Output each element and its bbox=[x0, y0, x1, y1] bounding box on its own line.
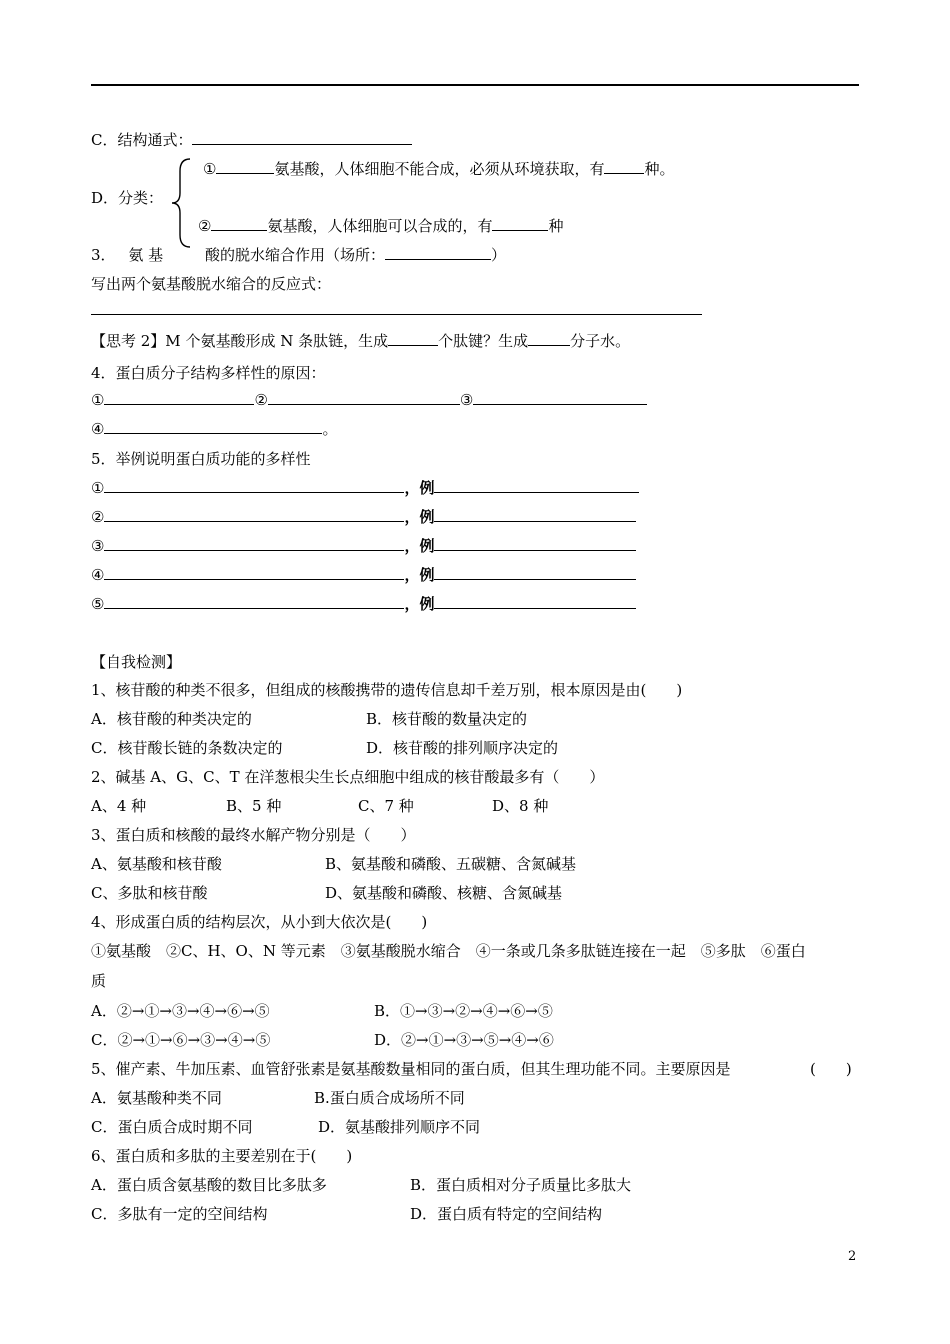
blank[interactable] bbox=[91, 300, 702, 315]
q3-option-d[interactable]: D、氨基酸和磷酸、核糖、含氮碱基 bbox=[325, 884, 563, 902]
item-3-site: 酸的脱水缩合作用（场所： ） bbox=[205, 246, 507, 264]
item-d-nonessential: ② 氨基酸，人体细胞可以合成的，有 种 bbox=[198, 217, 564, 235]
q5-option-a[interactable]: A．氨基酸种类不同 bbox=[91, 1089, 222, 1107]
function-row: ⑤ ，例 bbox=[91, 594, 636, 614]
reaction-line bbox=[91, 300, 702, 320]
q4-option-a[interactable]: A．②→①→③→④→⑥→⑤ bbox=[91, 1002, 270, 1020]
think-2: 【思考 2】M 个氨基酸形成 N 条肽链，生成 个肽键？生成 分子水。 bbox=[91, 332, 631, 350]
item-4-reason-4: ④ 。 bbox=[91, 420, 338, 438]
blank[interactable] bbox=[104, 419, 322, 434]
q3-option-b[interactable]: B、氨基酸和磷酸、五碳糖、含氮碱基 bbox=[325, 855, 577, 873]
function-row: ② ，例 bbox=[91, 507, 636, 527]
q5-option-d[interactable]: D．氨基酸排列顺序不同 bbox=[318, 1118, 481, 1136]
item-d-label: D．分类： bbox=[91, 189, 164, 207]
q2-option-d[interactable]: D、8 种 bbox=[492, 797, 549, 815]
item-d-essential: ① 氨基酸，人体细胞不能合成，必须从环境获取，有 种。 bbox=[203, 160, 675, 178]
blank[interactable] bbox=[473, 390, 647, 405]
q4-option-b[interactable]: B．①→③→②→④→⑥→⑤ bbox=[374, 1002, 553, 1020]
question-5: 5、催产素、牛加压素、血管舒张素是氨基酸数量相同的蛋白质，但其生理功能不同。主要原因是 bbox=[91, 1060, 731, 1078]
question-1: 1、核苷酸的种类不很多，但组成的核酸携带的遗传信息却千差万别，根本原因是由( ) bbox=[91, 681, 683, 699]
q5-option-b[interactable]: B.蛋白质合成场所不同 bbox=[314, 1089, 465, 1107]
function-row: ① ，例 bbox=[91, 478, 639, 498]
q3-option-a[interactable]: A、氨基酸和核苷酸 bbox=[91, 855, 222, 873]
question-4: 4、形成蛋白质的结构层次，从小到大依次是( ) bbox=[91, 913, 428, 931]
q1-option-b[interactable]: B．核苷酸的数量决定的 bbox=[366, 710, 528, 728]
brace-icon bbox=[170, 157, 192, 249]
q4-items-cont: 质 bbox=[91, 972, 107, 990]
q6-option-d[interactable]: D．蛋白质有特定的空间结构 bbox=[410, 1205, 603, 1223]
item-4-reasons: ① ② ③ bbox=[91, 390, 647, 410]
blank[interactable] bbox=[434, 565, 636, 580]
function-row: ③ ，例 bbox=[91, 536, 636, 556]
q4-option-d[interactable]: D．②→①→③→⑤→④→⑥ bbox=[374, 1031, 554, 1049]
q4-items: ①氨基酸 ②C、H、O、N 等元素 ③氨基酸脱水缩合 ④一条或几条多肽链连接在一起 ⑤多肽 ⑥蛋白 bbox=[91, 942, 806, 960]
question-3: 3、蛋白质和核酸的最终水解产物分别是（ ） bbox=[91, 826, 416, 844]
blank[interactable] bbox=[388, 331, 438, 346]
q5-answer-paren[interactable]: ( ) bbox=[810, 1060, 852, 1078]
q1-option-d[interactable]: D．核苷酸的排列顺序决定的 bbox=[366, 739, 559, 757]
q6-option-c[interactable]: C．多肽有一定的空间结构 bbox=[91, 1205, 268, 1223]
q2-option-a[interactable]: A、4 种 bbox=[91, 797, 147, 815]
item-3-heading: 3． 氨 基 bbox=[91, 246, 164, 264]
question-2: 2、碱基 A、G、C、T 在洋葱根尖生长点细胞中组成的核苷酸最多有（ ） bbox=[91, 768, 605, 786]
blank[interactable] bbox=[211, 216, 267, 231]
page-number: 2 bbox=[848, 1249, 857, 1264]
blank[interactable] bbox=[604, 159, 644, 174]
blank[interactable] bbox=[104, 478, 404, 493]
q2-option-b[interactable]: B、5 种 bbox=[226, 797, 282, 815]
q1-option-a[interactable]: A．核苷酸的种类决定的 bbox=[91, 710, 252, 728]
q6-option-b[interactable]: B．蛋白质相对分子质量比多肽大 bbox=[410, 1176, 632, 1194]
q1-option-c[interactable]: C．核苷酸长链的条数决定的 bbox=[91, 739, 283, 757]
self-check-heading: 【自我检测】 bbox=[91, 653, 182, 671]
header-rule bbox=[91, 84, 859, 86]
item-5-heading: 5．举例说明蛋白质功能的多样性 bbox=[91, 450, 311, 468]
item-c-structural-formula: C．结构通式： bbox=[91, 130, 412, 150]
item-3-write: 写出两个氨基酸脱水缩合的反应式： bbox=[91, 275, 332, 293]
blank[interactable] bbox=[192, 130, 412, 145]
q6-option-a[interactable]: A．蛋白质含氨基酸的数目比多肽多 bbox=[91, 1176, 327, 1194]
question-6: 6、蛋白质和多肽的主要差别在于( ) bbox=[91, 1147, 353, 1165]
blank[interactable] bbox=[104, 594, 404, 609]
q3-option-c[interactable]: C、多肽和核苷酸 bbox=[91, 884, 208, 902]
blank[interactable] bbox=[268, 390, 460, 405]
blank[interactable] bbox=[492, 216, 548, 231]
q4-option-c[interactable]: C．②→①→⑥→③→④→⑤ bbox=[91, 1031, 271, 1049]
blank[interactable] bbox=[385, 245, 491, 260]
blank[interactable] bbox=[104, 565, 404, 580]
blank[interactable] bbox=[434, 594, 636, 609]
blank[interactable] bbox=[104, 536, 404, 551]
blank[interactable] bbox=[104, 390, 254, 405]
blank[interactable] bbox=[434, 478, 639, 493]
blank[interactable] bbox=[434, 536, 636, 551]
q2-option-c[interactable]: C、7 种 bbox=[358, 797, 414, 815]
blank[interactable] bbox=[104, 507, 404, 522]
function-row: ④ ，例 bbox=[91, 565, 636, 585]
blank[interactable] bbox=[216, 159, 274, 174]
blank[interactable] bbox=[434, 507, 636, 522]
q5-option-c[interactable]: C．蛋白质合成时期不同 bbox=[91, 1118, 253, 1136]
blank[interactable] bbox=[528, 331, 570, 346]
item-4-heading: 4．蛋白质分子结构多样性的原因： bbox=[91, 364, 326, 382]
